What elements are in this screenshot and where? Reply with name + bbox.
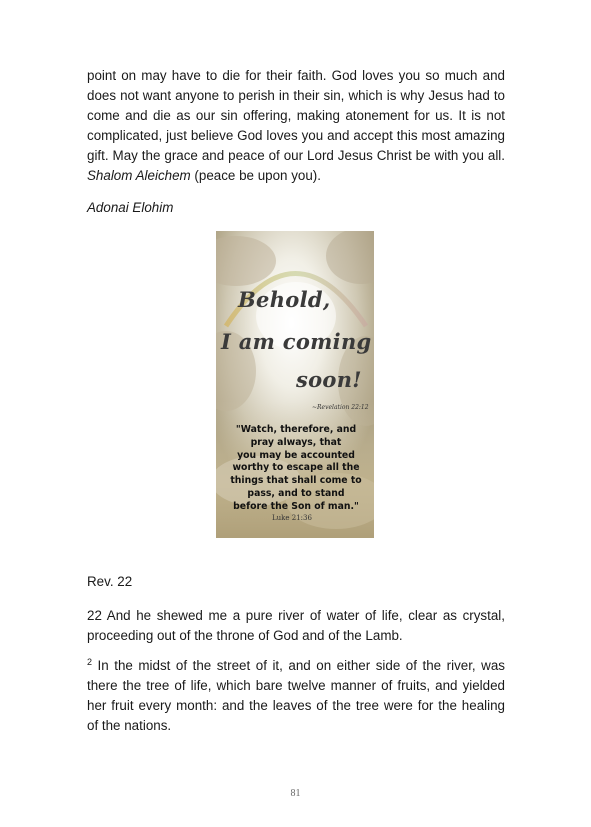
page-number: 81 [290,788,301,799]
paragraph-line: does not want anyone to perish in their sin, which is why Jesus had to [87,88,505,103]
paragraph-line: come and die as our sin offering, making atonement for us. It is not [87,108,505,123]
quote-line: pray always, that [250,436,342,448]
paragraph-line: point on may have to die for their faith. God loves you so much and [87,68,505,83]
chapter-heading: Rev. 22 [87,574,133,589]
revelation-image [216,231,374,538]
headline-reference: ~Revelation 22:12 [312,404,369,411]
body-paragraph [87,66,505,186]
coming-heading: I am coming [221,329,372,354]
verse-line: proceeding out of the throne of God and of the Lamb. [87,628,403,643]
paragraph-line: gift. May the grace and peace of our Lord Jesus Christ be with you all. [87,148,505,163]
quote-line: "Watch, therefore, and [235,424,357,435]
quote-block [224,424,368,514]
verse-1 [87,606,505,646]
verse-line: there the tree of life, which bare twelve manner of fruits, and yielded [87,678,505,693]
paragraph-line: complicated, just believe God loves you and accept this most amazing [87,128,505,143]
soon-heading: soon! [296,367,362,392]
verse-number: 2 [87,657,93,667]
verse-line: 22 And he shewed me a pure river of water of life, clear as crystal, [87,608,505,623]
quote-line: before the Son of man." [233,500,359,512]
quote-line: you may be accounted [237,449,355,461]
quote-line: pass, and to stand [247,487,345,499]
behold-heading: Behold, [238,287,331,312]
paragraph-line [87,166,505,186]
quote-reference: Luke 21:36 [272,514,312,522]
signature: Adonai Elohim [87,200,174,215]
quote-line: things that shall come to [230,475,362,487]
verse-2 [87,656,505,736]
verse-line: $^2$ In the midst of the street of it, and on either side of the river, was [87,657,505,673]
verse-line: her fruit every month: and the leaves of the tree were for the healing [87,698,505,713]
closing-text: (peace be upon you). [190,168,321,183]
shalom-phrase: Shalom Aleichem [87,168,191,183]
quote-line: worthy to escape all the [232,462,360,474]
verse-line: of the nations. [87,718,172,733]
